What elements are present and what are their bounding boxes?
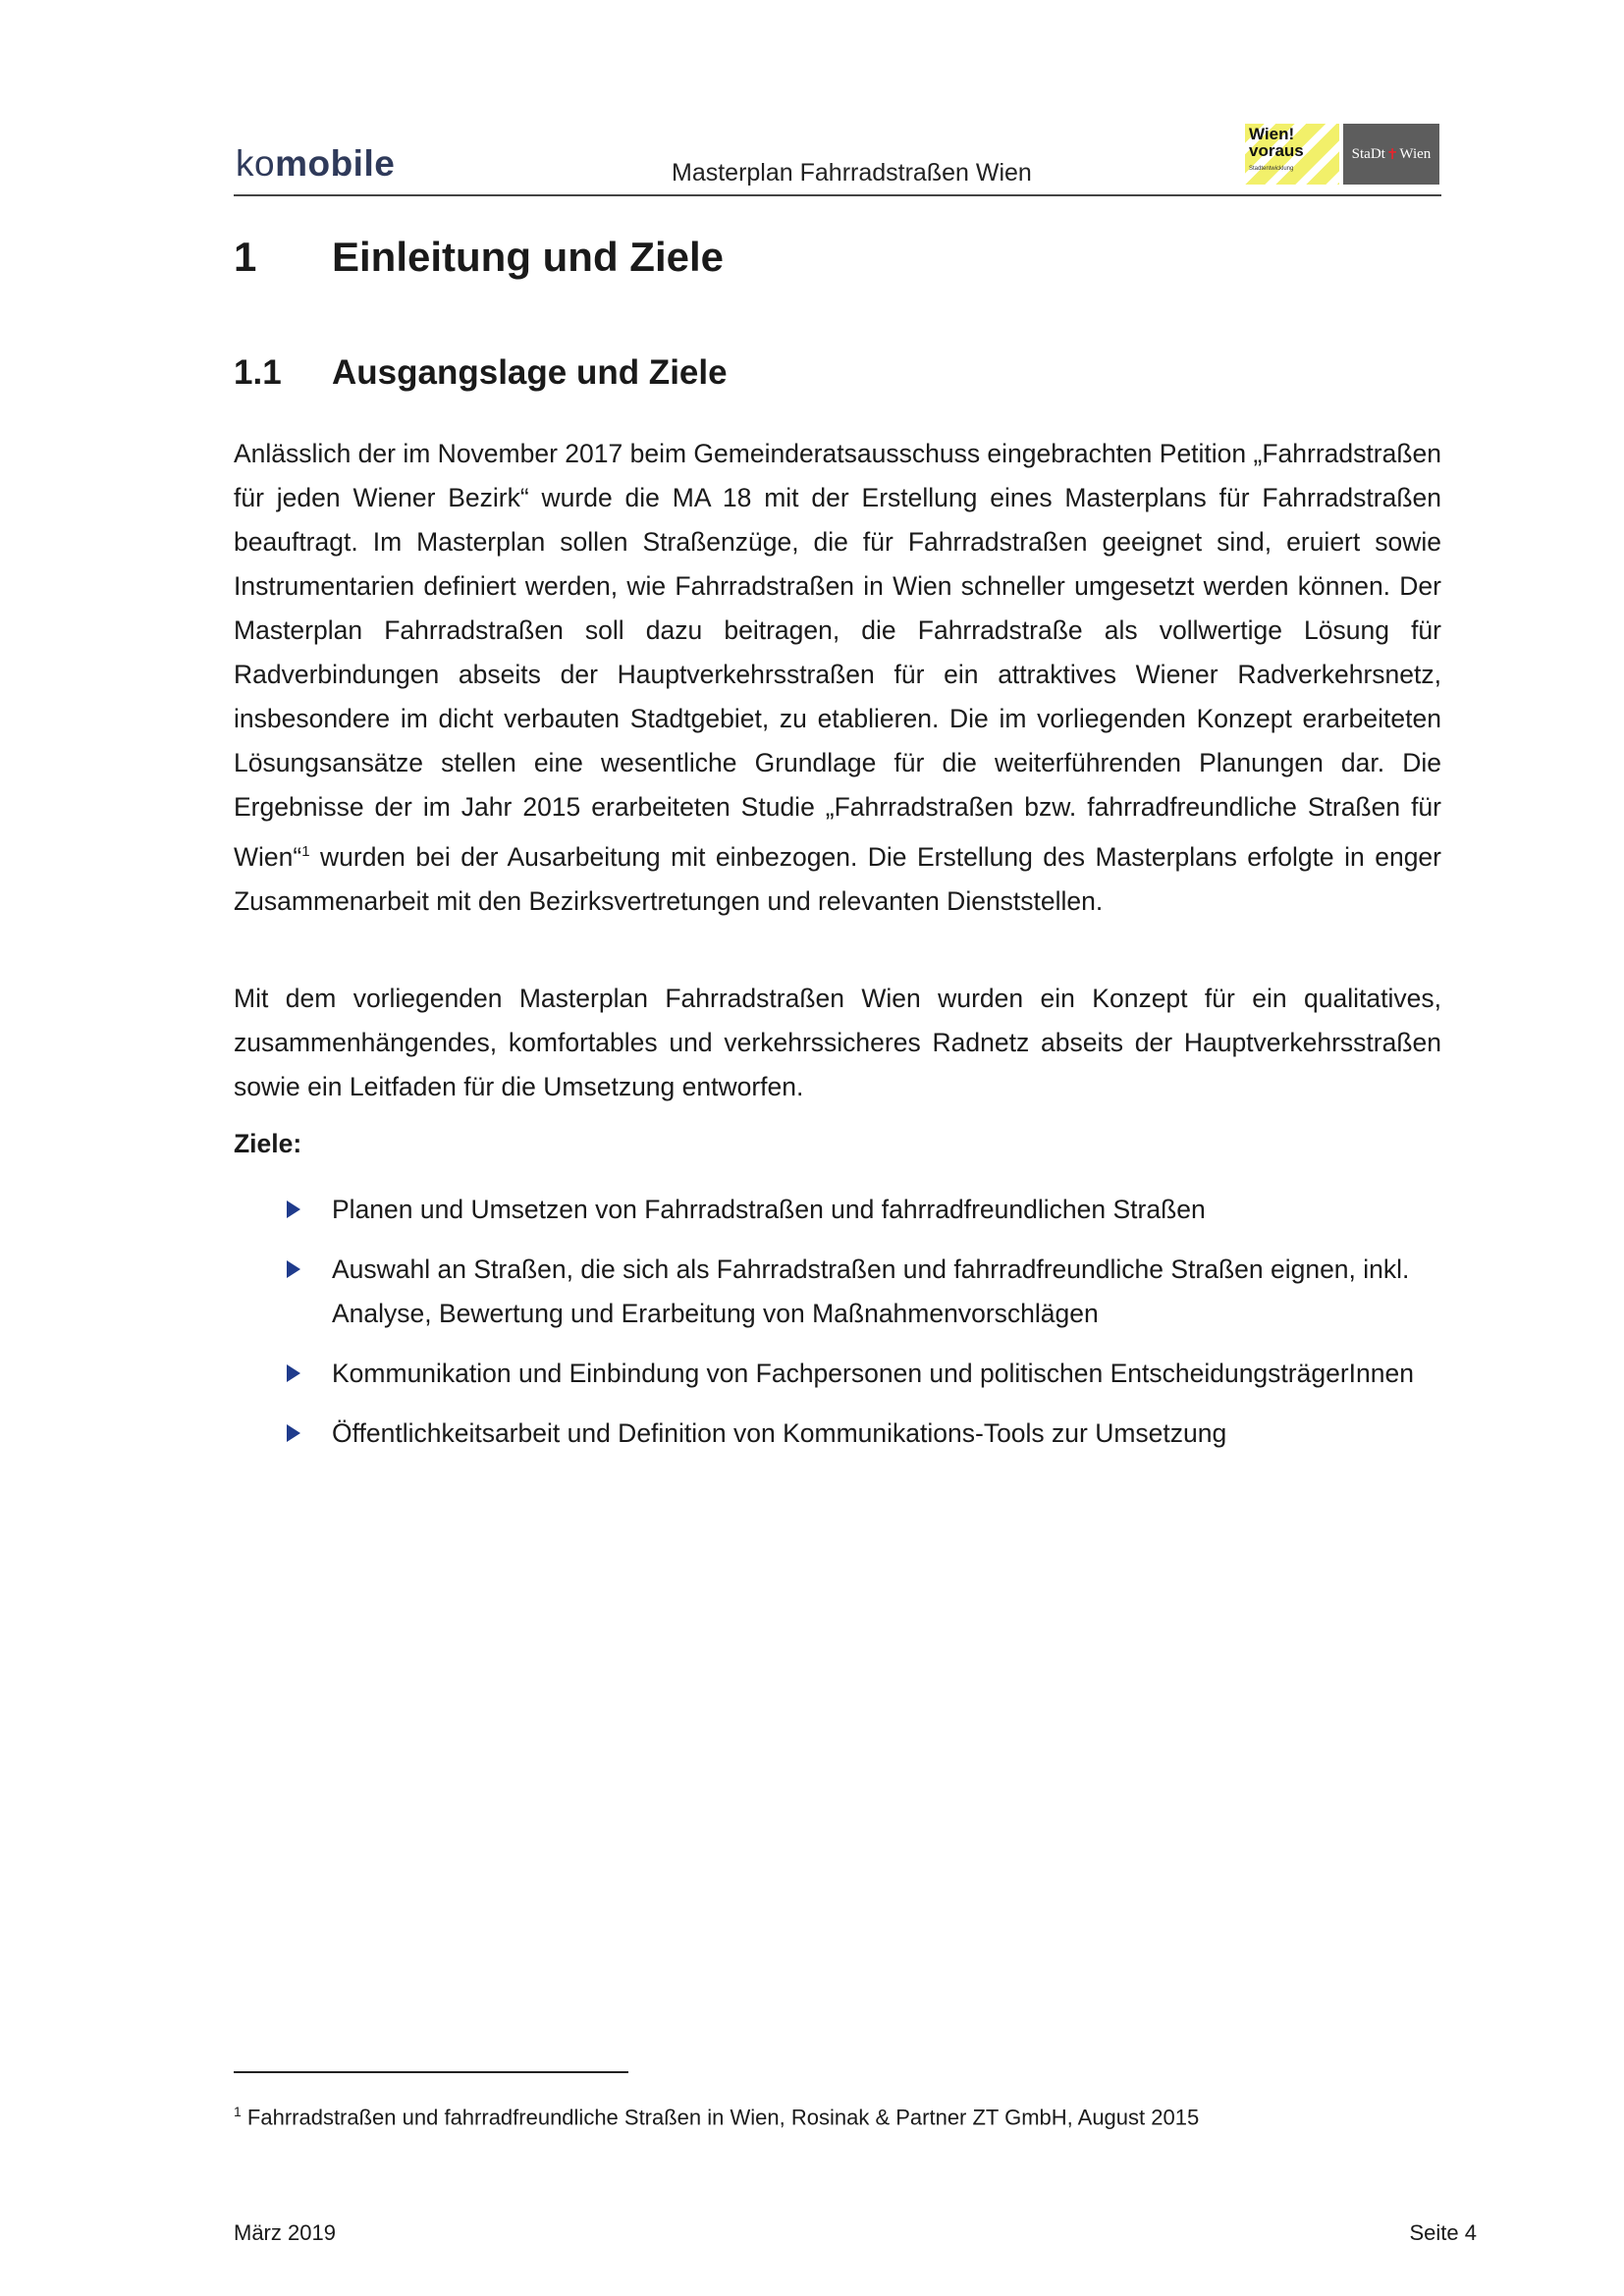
intro-paragraph: Anlässlich der im November 2017 beim Gemeinderatsausschuss eingebrachten Petition „Fahrradstraßen für jeden Wiener Bezirk“ wurde die MA 18 mit der Erstellung eines Masterplans für Fahrradstraßen beauftragt. Im Masterplan sollen Straßenzüge, die für Fahrradstraßen geeignet sind, eruiert sowie Instrumentarien definiert werden, wie Fahrradstraßen in Wien schneller umgesetzt werden können. Der Masterplan Fahrradstraßen soll dazu beitragen, die Fahrradstraße als vollwertige Lösung für Radverbindungen abseits der Hauptverkehrsstraßen für ein attraktives Wiener Radverkehrsnetz, insbesondere im dicht verbauten Stadtgebiet, zu etablieren. Die im vorliegenden Konzept erarbeiteten Lösungsansätze stellen eine wesentliche Grundlage für die weiterführenden Planungen dar. Die Ergebnisse der im Jahr 2015 erarbeiteten Studie „Fahrradstraßen bzw. fahrradfreundliche Straßen für Wien“$^1$ wurden bei der Ausarbeitung mit einbezogen. Die Erstellung des Masterplans erfolgte in enger Zusammenarbeit mit den Bezirksvertretungen und relevanten Dienststellen. bbox=[234, 439, 1441, 916]
goal-item: Planen und Umsetzen von Fahrradstraßen und fahrradfreundlichen Straßen bbox=[287, 1188, 1445, 1232]
triangle-bullet-icon bbox=[287, 1260, 300, 1278]
masterplan-paragraph: Mit dem vorliegenden Masterplan Fahrradstraßen Wien wurden ein Konzept für ein qualitatives, zusammenhängendes, komfortables und verkehrssicheres Radnetz abseits der Hauptverkehrsstraßen sowie ein Leitfaden für die Umsetzung entworfen. bbox=[234, 984, 1441, 1101]
komobile-logo: komobile bbox=[236, 143, 396, 184]
goal-item: Öffentlichkeitsarbeit und Definition von Kommunikations-Tools zur Umsetzung bbox=[287, 1412, 1445, 1456]
triangle-bullet-icon bbox=[287, 1201, 300, 1218]
stadt-wien-logo: StaDt ✝ Wien bbox=[1343, 124, 1439, 185]
section-title: Einleitung und Ziele bbox=[332, 234, 724, 280]
footer-date: März 2019 bbox=[234, 2220, 336, 2245]
triangle-bullet-icon bbox=[287, 1424, 300, 1442]
goals-list bbox=[287, 1188, 1445, 1471]
footnote-divider bbox=[234, 2071, 628, 2073]
subsection-title: Ausgangslage und Ziele bbox=[332, 353, 728, 392]
footer-page-number: Seite 4 bbox=[1409, 2220, 1477, 2245]
triangle-bullet-icon bbox=[287, 1364, 300, 1382]
goal-item: Kommunikation und Einbindung von Fachpersonen und politischen EntscheidungsträgerInnen bbox=[287, 1352, 1445, 1396]
page-header bbox=[234, 120, 1441, 196]
header-title: Masterplan Fahrradstraßen Wien bbox=[672, 159, 1032, 187]
footnote: $^1$ Fahrradstraßen und fahrradfreundliche Straßen in Wien, Rosinak & Partner ZT GmbH, August 2015 bbox=[234, 2104, 1200, 2130]
section-number: 1 bbox=[234, 234, 257, 280]
goals-label: Ziele: bbox=[234, 1129, 302, 1158]
section-heading bbox=[234, 234, 724, 281]
goal-item: Auswahl an Straßen, die sich als Fahrradstraßen und fahrradfreundliche Straßen eignen, inkl. Analyse, Bewertung und Erarbeitung von Maßnahmenvorschlägen bbox=[287, 1248, 1445, 1336]
footnote-reference[interactable]: 1 bbox=[301, 843, 310, 860]
wien-voraus-logo: Wien! voraus Stadtentwicklung bbox=[1245, 124, 1339, 185]
subsection-heading bbox=[234, 353, 728, 393]
subsection-number: 1.1 bbox=[234, 353, 282, 392]
